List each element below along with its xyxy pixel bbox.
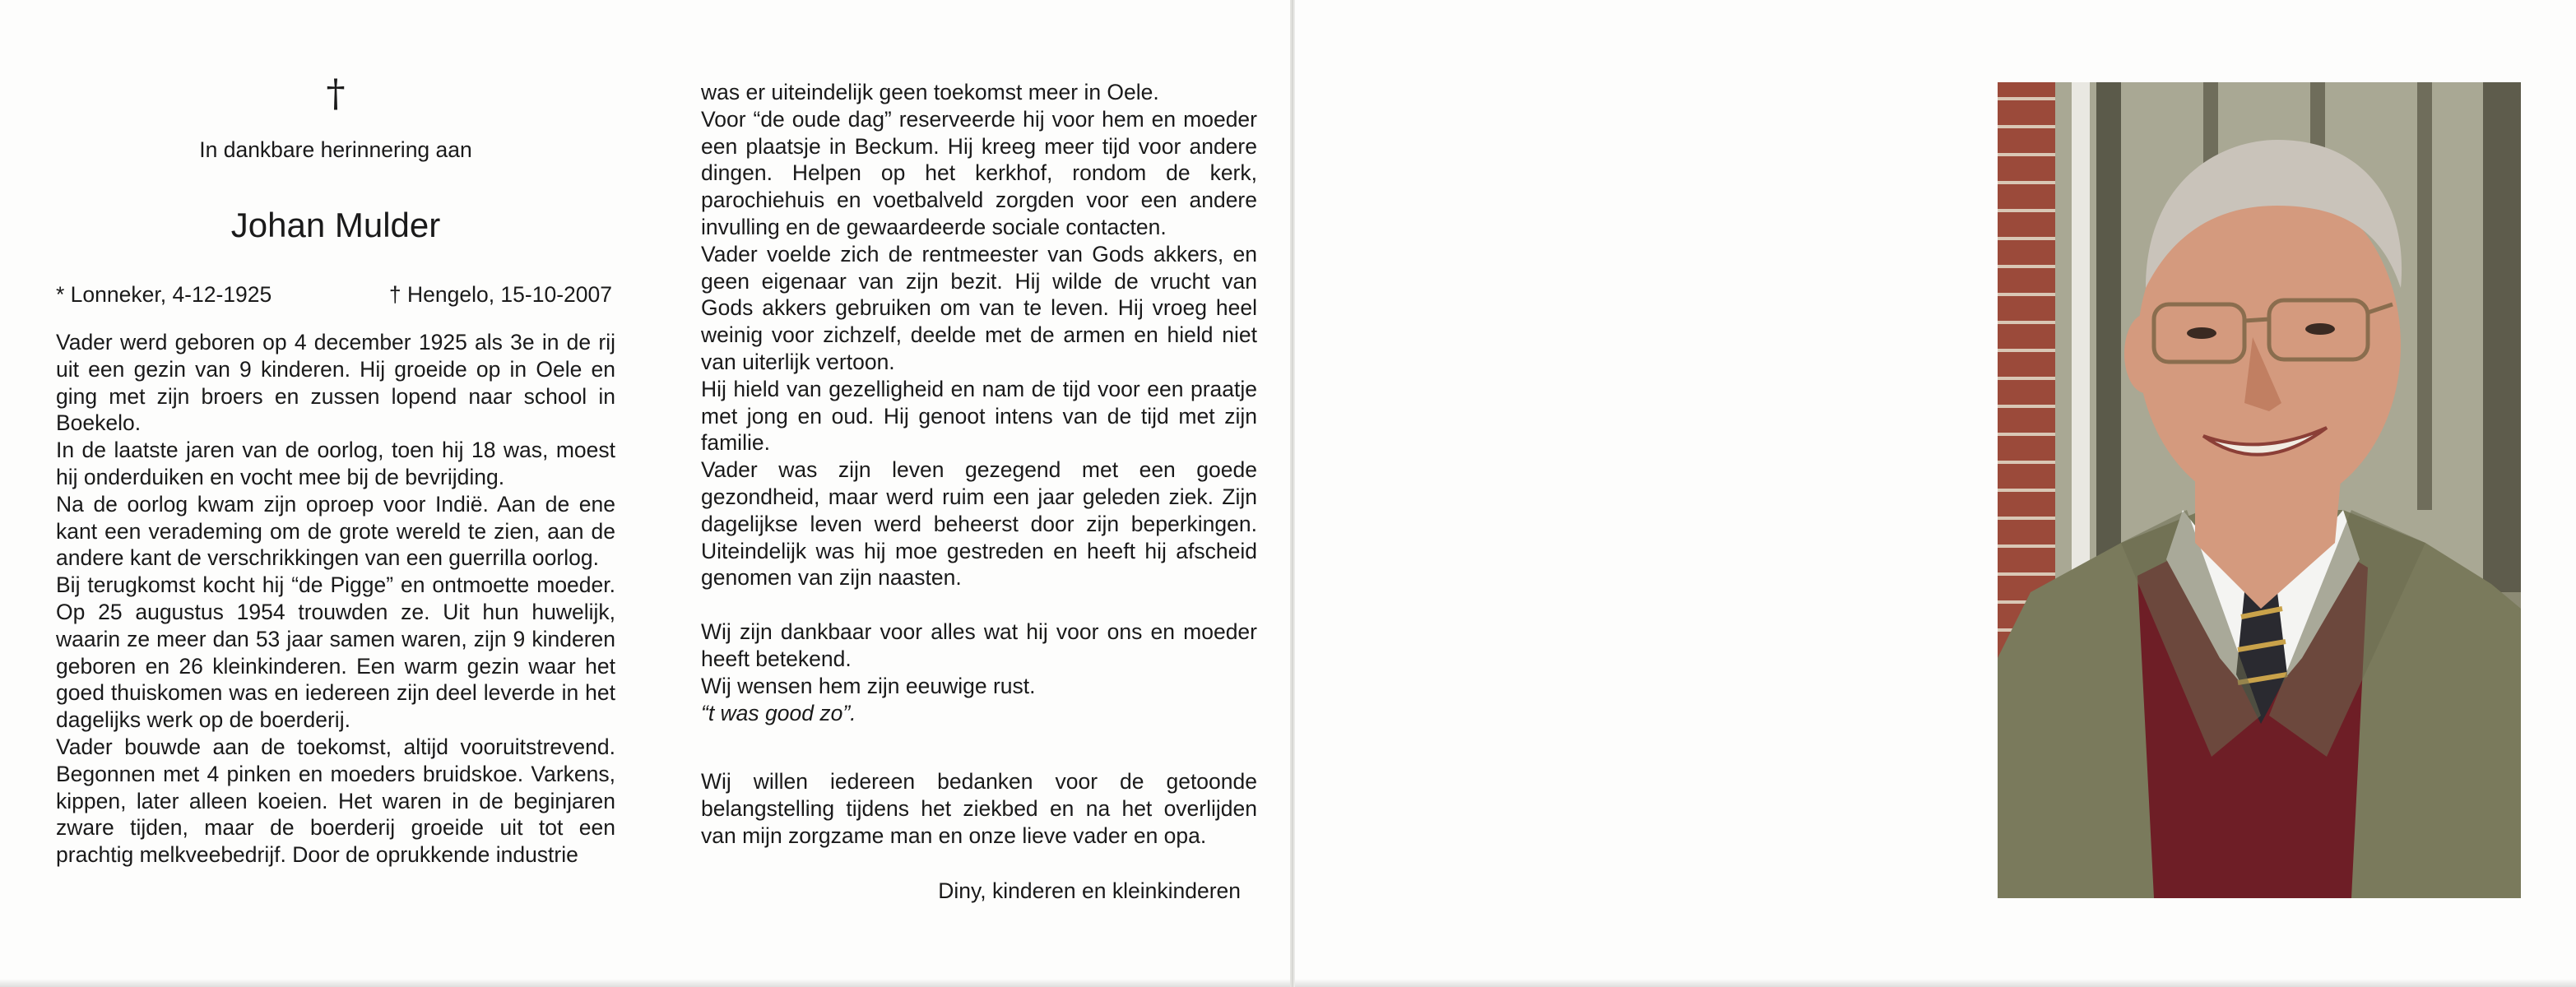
signature: Diny, kinderen en kleinkinderen xyxy=(938,878,1241,903)
biography-column-right xyxy=(701,79,1257,850)
intro-text: In dankbare herinnering aan xyxy=(199,137,472,162)
closing-quote: “t was good zo”. xyxy=(701,700,856,725)
paragraph: Vader werd geboren op 4 december 1925 als 3e in de rij uit een gezin van 9 kinderen. Hij groeide op in Oele en ging met zijn broers en zussen lopend naar school in Boekelo. xyxy=(56,330,615,436)
portrait-photo xyxy=(1998,82,2521,898)
paragraph: Vader was zijn leven gezegend met een goede gezondheid, maar werd ruim een jaar geleden ziek. Zijn dagelijkse leven werd beheerst door zijn beperkingen. Uiteindelijk was hij moe gestreden en heeft hij afscheid genomen van zijn naasten. xyxy=(701,457,1257,591)
brick-wall xyxy=(1998,82,2055,658)
paragraph: Vader voelde zich de rentmeester van Gods akkers, en geen eigenaar van zijn bezit. Hij wilde de vrucht van Gods akkers gebruiken om van te leven. Hij vroeg heel weinig voor zichzelf, deelde met de armen en hield niet van uiterlijk vertoon. xyxy=(701,241,1257,374)
paragraph: was er uiteindelijk geen toekomst meer in Oele. xyxy=(701,80,1159,104)
biography-column-left xyxy=(56,329,615,869)
paragraph: Bij terugkomst kocht hij “de Pigge” en ontmoette moeder. Op 25 augustus 1954 trouwden ze. Uit hun huwelijk, waarin ze meer dan 53 jaar samen waren, zijn 9 kinderen geboren en 26 kleinkinderen. Een warm gezin waar het goed thuiskomen was en iedereen zijn deel leverde in het dagelijks werk op de boerderij. xyxy=(56,572,615,733)
thanks-text: Wij willen iedereen bedanken voor de getoonde belangstelling tijdens het ziekbed en na het overlijden van mijn zorgzame man en onze lieve vader en opa. xyxy=(701,769,1257,848)
death-info: † Hengelo, 15-10-2007 xyxy=(388,282,612,307)
deceased-name: Johan Mulder xyxy=(230,206,441,244)
paragraph: Na de oorlog kwam zijn oproep voor Indië. Aan de ene kant een verademing om de grote wereld te zien, aan de andere kant de verschrikkingen van een guerrilla oorlog. xyxy=(56,491,615,571)
cross-symbol: † xyxy=(326,71,346,115)
birth-info: * Lonneker, 4-12-1925 xyxy=(56,282,272,307)
portrait-illustration xyxy=(1998,82,2521,898)
paragraph: In de laatste jaren van de oorlog, toen hij 18 was, moest hij onderduiken en vocht mee bij de bevrijding. xyxy=(56,438,615,489)
gratitude-text: Wij zijn dankbaar voor alles wat hij voor ons en moeder heeft betekend. xyxy=(701,619,1257,671)
paragraph: Voor “de oude dag” reserveerde hij voor hem en moeder een plaatsje in Beckum. Hij kreeg meer tijd voor andere dingen. Helpen op het kerkhof, rondom de kerk, parochiehuis en voetbalveld zorgden voor een andere invulling en de gewaardeerde sociale contacten. xyxy=(701,106,1257,239)
paragraph: Vader bouwde aan de toekomst, altijd vooruitstrevend. Begonnen met 4 pinken en moeders bruidskoe. Varkens, kippen, later alleen koeien. Het waren in de beginjaren zware tijden, maar de boerderij groeide uit tot een prachtig melkveebedrijf. Door de oprukkende industrie xyxy=(56,734,615,868)
paragraph: Hij hield van gezelligheid en nam de tijd voor een praatje met jong en oud. Hij genoot intens van de tijd met zijn familie. xyxy=(701,376,1257,456)
rest-wish: Wij wensen hem zijn eeuwige rust. xyxy=(701,673,1036,698)
